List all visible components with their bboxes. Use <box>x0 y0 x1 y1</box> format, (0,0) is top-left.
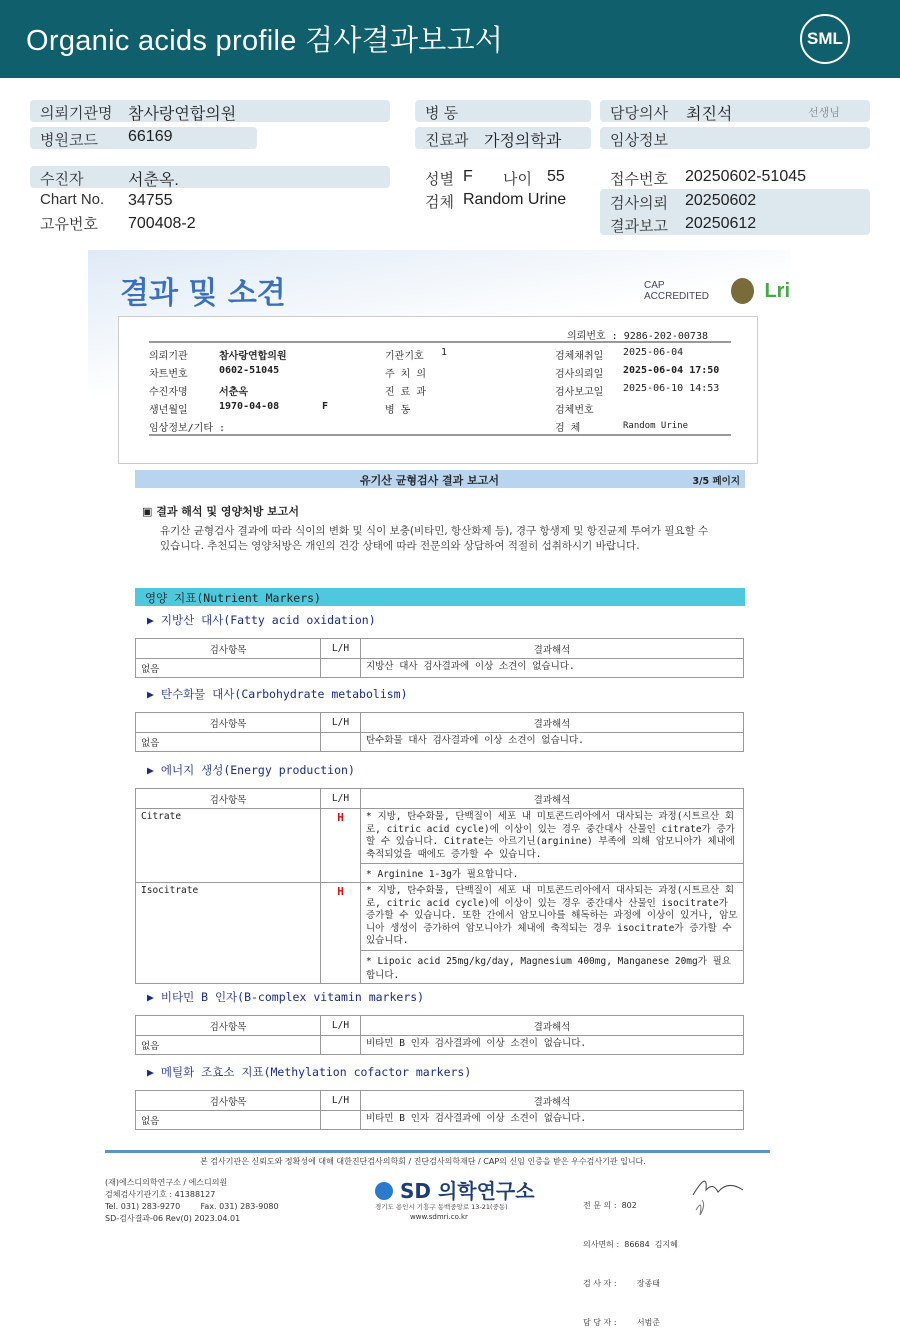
table-row <box>136 809 744 864</box>
table-header <box>136 789 744 809</box>
address: 경기도 용인시 기흥구 동백중앙로 13-21(중동) <box>375 1203 508 1211</box>
interpretation: * 지방, 탄수화물, 단백질이 세포 내 미토콘드리아에서 대사되는 과정(시트르산 회로, citric acid cycle)에 이상이 있는 경우 중간대사 산물인 citrate가 증가할 수 있습니다. Citrate는 아르기닌(arginine) 부족에 의해 암모니아가 체내에 축적되었을 때에도 증가할 수 있습니다. <box>361 809 744 864</box>
table-row <box>136 883 744 951</box>
table-row <box>136 733 744 752</box>
req-org-label: 의뢰기관명 <box>40 105 113 122</box>
test-item: 없음 <box>136 1111 321 1130</box>
brand-name: SD 의학연구소 <box>399 1179 535 1203</box>
report-heading: 결과 및 소견 <box>120 276 286 311</box>
result-table <box>135 712 744 752</box>
info-cell: 0602-51045 <box>219 365 280 376</box>
specimen-label: 검체 <box>425 194 454 211</box>
sml-logo: SML <box>800 14 850 64</box>
info-cell: 검사보고일 <box>555 387 604 398</box>
test-item: 없음 <box>136 1036 321 1055</box>
rep-date: 20250612 <box>685 215 757 232</box>
table-header <box>136 1016 744 1036</box>
lh-flag <box>321 1036 361 1055</box>
column-header: L/H <box>321 639 361 659</box>
chart-no: 34755 <box>128 192 173 209</box>
info-cell: 2025-06-04 <box>623 347 684 358</box>
interp-text: 유기산 균형검사 결과에 따라 식이의 변화 및 식이 보충(비타민, 항산화제 등), 경구 항생제 및 항진균제 투여가 필요할 수 있습니다. 추천되는 영양처방은 개인의 건강 상태에 따라 전문의와 상담하여 적절히 섭취하시기 바랍니다. <box>160 525 709 552</box>
interpretation: 지방산 대사 검사결과에 이상 소견이 없습니다. <box>361 659 744 678</box>
info-cell: 의뢰기관 <box>149 351 188 362</box>
form-rev: SD-검사결과-06 Rev(0) 2023.04.01 <box>105 1214 241 1223</box>
footer-left <box>105 1177 279 1225</box>
req-date-label: 검사의뢰 <box>610 195 668 212</box>
clinical-label: 임상정보 <box>610 132 668 149</box>
uid-label: 고유번호 <box>40 216 98 233</box>
age: 55 <box>547 168 565 185</box>
report-title: 유기산 균형검사 결과 보고서 <box>360 474 499 487</box>
test-item: Isocitrate <box>136 883 321 984</box>
sd-logo <box>375 1175 535 1204</box>
dept: 가정의학과 <box>484 133 562 150</box>
info-cell: 1 <box>441 347 448 358</box>
column-header: 결과해석 <box>361 639 744 659</box>
name-label: 수진자 <box>40 171 84 188</box>
info-cell: 서춘옥 <box>219 387 248 398</box>
result-table <box>135 1015 744 1055</box>
specialist: 전 문 의 : 802 <box>583 1201 637 1210</box>
hosp-code: 66169 <box>128 128 173 145</box>
interpretation: 비타민 B 인자 검사결과에 이상 소견이 없습니다. <box>361 1111 744 1130</box>
rep-date-label: 결과보고 <box>610 218 668 235</box>
req-date: 20250602 <box>685 192 757 209</box>
tester: 검 사 자 : 장종태 <box>583 1279 661 1288</box>
info-cell: 2025-06-10 14:53 <box>623 383 720 394</box>
result-table <box>135 788 744 984</box>
ward-label: 병 동 <box>425 105 459 122</box>
doctor-label: 담당의사 <box>610 105 668 122</box>
interpretation: 탄수화물 대사 검사결과에 이상 소견이 없습니다. <box>361 733 744 752</box>
section-heading: ▶ 탄수화물 대사(Carbohydrate metabolism) <box>147 687 408 701</box>
signatories <box>583 1173 678 1342</box>
result-table <box>135 638 744 678</box>
request-number: 의뢰번호 : 9286-202-00738 <box>567 331 708 342</box>
column-header: 결과해석 <box>361 789 744 809</box>
column-header: L/H <box>321 1016 361 1036</box>
column-header: L/H <box>321 713 361 733</box>
section-heading: ▶ 메틸화 조효소 지표(Methylation cofactor markers) <box>147 1065 472 1079</box>
license: 의사면허 : 86684 김지혜 <box>583 1240 678 1249</box>
info-cell: 기관기호 <box>385 351 424 362</box>
cert-note: 본 검사기관은 신뢰도와 정확성에 대해 대한진단검사의학회 / 진단검사의학재단 / CAP의 신임 인증을 받은 우수검사기관 입니다. <box>200 1157 646 1166</box>
specimen: Random Urine <box>463 191 567 208</box>
info-cell: 참사랑연합의원 <box>219 351 287 362</box>
society-seal-icon <box>731 278 754 304</box>
sex: F <box>463 168 473 185</box>
info-cell: 검체번호 <box>555 405 594 416</box>
nutrient-markers-bar: 영양 지표(Nutrient Markers) <box>135 588 745 606</box>
table-row <box>136 659 744 678</box>
signature-icon <box>688 1170 748 1220</box>
org-name: (재)에스디의학연구소 / 에스디의원 <box>105 1178 228 1187</box>
lmi-logo-icon: Lri <box>764 279 790 302</box>
patient-name: 서춘옥. <box>128 172 179 189</box>
column-header: 검사항목 <box>136 1091 321 1111</box>
sd-globe-icon <box>375 1182 393 1200</box>
recommendation: * Arginine 1-3g가 필요합니다. <box>361 864 744 883</box>
req-org: 참사랑연합의원 <box>128 106 237 123</box>
section-heading: ▶ 에너지 생성(Energy production) <box>147 763 355 777</box>
column-header: 검사항목 <box>136 639 321 659</box>
column-header: 결과해석 <box>361 1091 744 1111</box>
info-cell: 주 치 의 <box>385 369 427 380</box>
interpretation: 비타민 B 인자 검사결과에 이상 소견이 없습니다. <box>361 1036 744 1055</box>
info-sex: F <box>322 401 329 412</box>
info-specimen: Random Urine <box>623 421 689 431</box>
column-header: 검사항목 <box>136 713 321 733</box>
uid: 700408-2 <box>128 215 196 232</box>
info-cell: 수진자명 <box>149 387 188 398</box>
test-item: Citrate <box>136 809 321 883</box>
sex-label: 성별 <box>425 171 454 188</box>
info-cell: 생년월일 <box>149 405 188 416</box>
info-cell: 검체채취일 <box>555 351 604 362</box>
column-header: L/H <box>321 1091 361 1111</box>
table-row <box>136 1111 744 1130</box>
test-item: 없음 <box>136 659 321 678</box>
org-phone: Tel. 031) 283-9270 Fax. 031) 283-9080 <box>105 1202 279 1211</box>
section-heading: ▶ 비타민 B 인자(B-complex vitamin markers) <box>147 990 425 1004</box>
lh-flag <box>321 733 361 752</box>
recommendation: * Lipoic acid 25mg/kg/day, Magnesium 400mg, Manganese 20mg가 필요합니다. <box>361 950 744 983</box>
info-cell: 1970-04-08 <box>219 401 280 412</box>
column-header: 검사항목 <box>136 789 321 809</box>
doctor-suffix: 선생님 <box>808 107 840 119</box>
column-header: 결과해석 <box>361 1016 744 1036</box>
interpretation: * 지방, 탄수화물, 단백질이 세포 내 미토콘드리아에서 대사되는 과정(시트르산 회로, citric acid cycle)에 이상이 있는 경우 중간대사 산물인 isocitrate가 증가할 수 있습니다. 또한 간에서 암모니아를 해독하는 과정에 이상이 있거나, 암모니아 생성이 증가하여 암모니아가 체내에 축적되는 경우 isocitrate가 증가할 수 있습니다. <box>361 883 744 951</box>
chart-label: Chart No. <box>40 191 105 208</box>
specimen-info-box <box>118 316 758 464</box>
interp-title: ▣ 결과 해석 및 영양처방 보고서 <box>142 505 300 518</box>
website: www.sdmri.co.kr <box>410 1213 468 1221</box>
info-cell: 검사의뢰일 <box>555 369 604 380</box>
lh-flag <box>321 659 361 678</box>
column-header: 검사항목 <box>136 1016 321 1036</box>
report-title-bar <box>135 470 745 488</box>
info-cell: 병 동 <box>385 405 411 416</box>
section-heading: ▶ 지방산 대사(Fatty acid oxidation) <box>147 613 376 627</box>
page-title: Organic acids profile 검사결과보고서 <box>26 25 504 57</box>
info-specimen-label: 검 체 <box>555 423 581 434</box>
hosp-code-label: 병원코드 <box>40 132 98 149</box>
cert-logos <box>644 278 790 304</box>
doctor: 최진석 <box>686 106 733 123</box>
lh-flag: H <box>321 809 361 883</box>
column-header: L/H <box>321 789 361 809</box>
table-header <box>136 1091 744 1111</box>
table-row <box>136 1036 744 1055</box>
info-cell: 2025-06-04 17:50 <box>623 365 720 376</box>
manager: 담 당 자 : 서범준 <box>583 1318 661 1327</box>
dept-label: 진료과 <box>425 132 469 149</box>
age-label: 나이 <box>503 171 532 188</box>
receipt: 20250602-51045 <box>685 168 807 185</box>
page-number: 3/5 페이지 <box>692 476 740 487</box>
info-clinical: 임상정보/기타 : <box>149 423 226 434</box>
column-header: 결과해석 <box>361 713 744 733</box>
info-cell: 진 료 과 <box>385 387 427 398</box>
cap-logo: CAP ACCREDITED <box>644 280 710 302</box>
info-cell: 차트번호 <box>149 369 188 380</box>
footer-divider <box>105 1150 770 1153</box>
lh-flag: H <box>321 883 361 984</box>
patient-box <box>30 166 390 188</box>
table-header <box>136 639 744 659</box>
header-bar <box>0 0 900 78</box>
table-header <box>136 713 744 733</box>
org-code: 검체검사기관기호 : 41388127 <box>105 1190 216 1199</box>
test-item: 없음 <box>136 733 321 752</box>
receipt-label: 접수번호 <box>610 171 668 188</box>
lh-flag <box>321 1111 361 1130</box>
result-table <box>135 1090 744 1130</box>
